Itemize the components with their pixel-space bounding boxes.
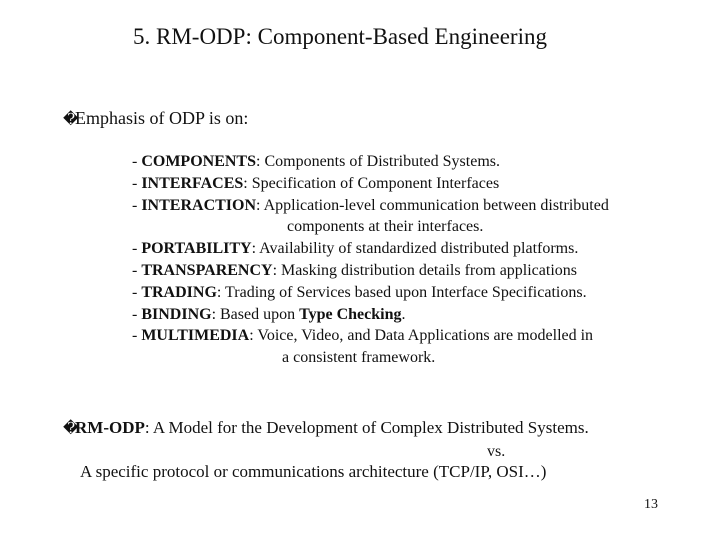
bullet-icon: � <box>63 421 79 437</box>
list-item-text: : Based upon <box>211 305 300 323</box>
list-item-text: : Application-level communication between distributed <box>256 196 609 214</box>
list-item-key: INTERFACES <box>141 174 244 192</box>
list-item-key: COMPONENTS <box>141 153 256 170</box>
list-item: - INTERFACES: Specification of Component Interfaces <box>132 174 500 192</box>
list-item: - INTERACTION: Application-level communication between distributed <box>132 196 609 214</box>
protocol-text: A specific protocol or communications architecture (TCP/IP, OSI…) <box>80 462 547 481</box>
emphasis-list <box>132 151 609 369</box>
bullet-emphasis-text: Emphasis of ODP is on: <box>75 108 249 128</box>
page-number: 13 <box>644 497 658 512</box>
bullet-rm-odp-text: : A Model for the Development of Complex Distributed Systems. <box>144 418 589 437</box>
list-item-text: : Components of Distributed Systems. <box>256 153 500 170</box>
list-item: - TRANSPARENCY: Masking distribution details from applications <box>132 261 577 279</box>
list-item-key: TRANSPARENCY <box>141 261 273 279</box>
list-item-text: : Availability of standardized distributed platforms. <box>251 240 579 258</box>
bullet-rm-odp-key: RM-ODP <box>75 418 145 437</box>
slide-title: 5. RM-ODP: Component-Based Engineering <box>133 24 547 49</box>
list-item: - MULTIMEDIA: Voice, Video, and Data Applications are modelled in <box>132 327 594 345</box>
list-item-text: : Specification of Component Interfaces <box>243 174 500 192</box>
list-item: - PORTABILITY: Availability of standardized distributed platforms. <box>132 240 579 258</box>
list-item-text: : Voice, Video, and Data Applications are modelled in <box>249 327 594 345</box>
list-item-text: : Masking distribution details from applications <box>272 261 577 279</box>
list-item: - COMPONENTS: Components of Distributed Systems. <box>132 153 500 170</box>
list-item-key: BINDING <box>141 305 212 323</box>
bullet-emphasis <box>63 108 248 129</box>
list-item: - BINDING: Based upon Type Checking. <box>132 305 406 323</box>
list-item-text: : Trading of Services based upon Interface Specifications. <box>216 283 587 301</box>
list-item-continuation: components at their interfaces. <box>287 218 484 236</box>
vs-text: vs. <box>487 443 506 460</box>
list-item-continuation: a consistent framework. <box>282 349 436 367</box>
list-item-key: MULTIMEDIA <box>141 327 250 345</box>
list-item-key-2: Type Checking <box>299 305 402 323</box>
bullet-icon: � <box>63 112 79 128</box>
list-item-key: PORTABILITY <box>141 240 252 258</box>
list-item-key: TRADING <box>141 283 217 301</box>
bullet-rm-odp <box>63 418 589 438</box>
list-item: - TRADING: Trading of Services based upon Interface Specifications. <box>132 283 587 301</box>
list-item-key: INTERACTION <box>141 196 257 214</box>
